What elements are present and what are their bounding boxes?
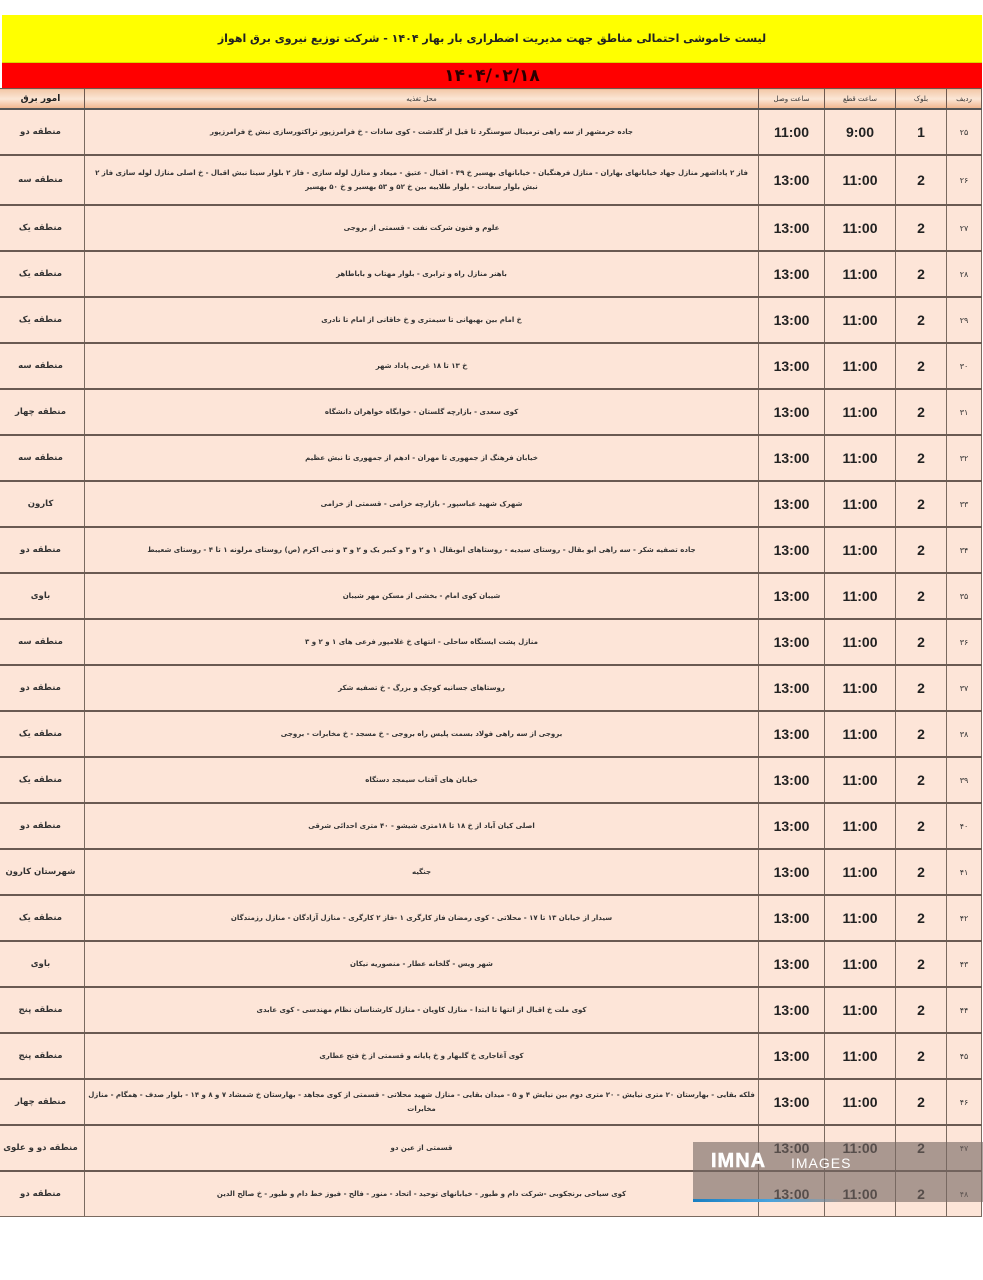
connect-time-cell: 13:00 [759, 803, 825, 849]
block-cell: 2 [896, 895, 947, 941]
connect-time-cell: 13:00 [759, 205, 825, 251]
connect-time-cell: 13:00 [759, 343, 825, 389]
cut-time-cell: 11:00 [825, 987, 896, 1033]
area-cell: منطقه یک [0, 297, 85, 343]
location-cell: جاده خرمشهر از سه راهی ترمینال سوسنگرد تا قبل از گلدشت - کوی سادات - خ فرامرزپور تراکتورسازی نبش خ فرامرزپور [85, 109, 759, 155]
cut-time-cell: 11:00 [825, 297, 896, 343]
location-cell: کوی آغاجاری خ گلبهار و خ پایانه و قسمتی از خ فتح عطاری [85, 1033, 759, 1079]
cut-time-cell: 11:00 [825, 205, 896, 251]
area-cell: منطقه سه [0, 343, 85, 389]
row-number-cell: ۳۷ [947, 665, 982, 711]
table-row [0, 849, 982, 895]
connect-time-cell: 13:00 [759, 711, 825, 757]
connect-time-cell: 13:00 [759, 1079, 825, 1125]
col-header-cut-time: ساعت قطع [825, 89, 896, 110]
title-bar [2, 15, 982, 63]
row-number-cell: ۳۴ [947, 527, 982, 573]
row-number-cell: ۳۹ [947, 757, 982, 803]
cut-time-cell: 11:00 [825, 941, 896, 987]
block-cell: 2 [896, 619, 947, 665]
area-cell: منطقه چهار [0, 1079, 85, 1125]
area-cell: منطقه پنج [0, 1033, 85, 1079]
block-cell: 2 [896, 849, 947, 895]
location-cell: شهرک شهید عباسپور - بازارچه خزامی - قسمتی از خزامی [85, 481, 759, 527]
connect-time-cell: 13:00 [759, 251, 825, 297]
watermark-underline [693, 1199, 843, 1202]
block-cell: 1 [896, 109, 947, 155]
row-number-cell: ۳۱ [947, 389, 982, 435]
location-cell: شهر ویس - گلخانه عطار - منصوریه نیکان [85, 941, 759, 987]
area-cell: منطقه سه [0, 435, 85, 481]
block-cell: 2 [896, 1033, 947, 1079]
table-row [0, 527, 982, 573]
area-cell: شهرستان کارون [0, 849, 85, 895]
row-number-cell: ۴۵ [947, 1033, 982, 1079]
table-row [0, 619, 982, 665]
block-cell: 2 [896, 205, 947, 251]
location-cell: خ امام بین بهبهانی تا سیمتری و خ خاقانی از امام تا نادری [85, 297, 759, 343]
table-row [0, 481, 982, 527]
area-cell: منطقه دو [0, 665, 85, 711]
location-cell: خ ۱۳ تا ۱۸ غربی پاداد شهر [85, 343, 759, 389]
col-header-connect-time: ساعت وصل [759, 89, 825, 110]
cut-time-cell: 11:00 [825, 1033, 896, 1079]
area-cell: منطقه یک [0, 757, 85, 803]
cut-time-cell: 11:00 [825, 251, 896, 297]
row-number-cell: ۳۰ [947, 343, 982, 389]
connect-time-cell: 13:00 [759, 941, 825, 987]
location-cell: جاده تصفیه شکر - سه راهی ابو بقال - روستای سیدیه - روستاهای ابوبقال ۱ و ۲ و ۳ و کبیر یک و ۲ و ۳ و نبی اکرم (ص) روستای مرلونه ۱ تا ۴ - روستای شعیبط [85, 527, 759, 573]
cut-time-cell: 11:00 [825, 1079, 896, 1125]
cut-time-cell: 11:00 [825, 527, 896, 573]
connect-time-cell: 13:00 [759, 527, 825, 573]
connect-time-cell: 11:00 [759, 109, 825, 155]
connect-time-cell: 13:00 [759, 665, 825, 711]
cut-time-cell: 11:00 [825, 573, 896, 619]
table-row [0, 343, 982, 389]
row-number-cell: ۴۴ [947, 987, 982, 1033]
row-number-cell: ۳۶ [947, 619, 982, 665]
table-header-row [0, 89, 982, 110]
location-cell: علوم و فنون شرکت نفت - قسمتی از بروجی [85, 205, 759, 251]
block-cell: 2 [896, 757, 947, 803]
block-cell: 2 [896, 665, 947, 711]
location-cell: منازل پشت ایستگاه ساحلی - انتهای خ غلامپور فرعی های ۱ و ۲ و ۳ [85, 619, 759, 665]
cut-time-cell: 11:00 [825, 155, 896, 205]
watermark-text: IMAGES [791, 1155, 852, 1171]
connect-time-cell: 13:00 [759, 757, 825, 803]
table-row [0, 155, 982, 205]
col-header-row: ردیف [947, 89, 982, 110]
table-row [0, 205, 982, 251]
connect-time-cell: 13:00 [759, 619, 825, 665]
location-cell: فلکه بقایی - بهارستان ۲۰ متری نیایش - ۲۰ متری دوم بین نیایش ۴ و ۵ - میدان بقایی - منازل شهید محلاتی - قسمتی از کوی مجاهد - بهارستان خ شمشاد ۷ و ۸ و ۱۴ - بلوار صدف - همگام - منازل مخابرات [85, 1079, 759, 1125]
connect-time-cell: 13:00 [759, 895, 825, 941]
area-cell: منطقه یک [0, 895, 85, 941]
area-cell: منطقه دو [0, 803, 85, 849]
connect-time-cell: 13:00 [759, 481, 825, 527]
row-number-cell: ۳۵ [947, 573, 982, 619]
location-cell: قسمتی از عین دو [85, 1125, 759, 1171]
location-cell: کوی سیاحی برنجکوبی -شرکت دام و طیور - خیابانهای توحید - اتحاد - منور - فالح - فیوز خط دام و طیور - خ صالح الدین [85, 1171, 759, 1217]
location-cell: فاز ۲ پاداشهر منازل جهاد خیابانهای بهاران - منازل فرهنگیان - خیابانهای بهسیر خ ۴۹ - اقبال - عتیق - میعاد و منازل لوله سازی - فاز ۲ بلوار سینا نبش اقبال - خ اصلی منازل لوله سازی فاز ۲ نبش بلوار سعادت - بلوار طلاییه بین خ ۵۲ و ۵۳ بهسیر و خ ۵۰ بهسیر [85, 155, 759, 205]
table-row [0, 573, 982, 619]
sheet-date: ۱۴۰۴/۰۲/۱۸ [444, 65, 540, 86]
block-cell: 2 [896, 251, 947, 297]
block-cell: 2 [896, 1079, 947, 1125]
area-cell: منطقه دو [0, 1171, 85, 1217]
cut-time-cell: 11:00 [825, 803, 896, 849]
row-number-cell: ۲۶ [947, 155, 982, 205]
connect-time-cell: 13:00 [759, 573, 825, 619]
date-bar [2, 63, 982, 88]
watermark [693, 1142, 983, 1202]
connect-time-cell: 13:00 [759, 987, 825, 1033]
watermark-logo: IMNA [711, 1150, 767, 1172]
location-cell: بروجی از سه راهی فولاد بسمت پلیس راه بروجی - خ مسجد - خ مخابرات - بروجی [85, 711, 759, 757]
connect-time-cell: 13:00 [759, 435, 825, 481]
table-row [0, 389, 982, 435]
cut-time-cell: 9:00 [825, 109, 896, 155]
location-cell: باهنر منازل راه و ترابری - بلوار مهتاب و باباطاهر [85, 251, 759, 297]
cut-time-cell: 11:00 [825, 619, 896, 665]
connect-time-cell: 13:00 [759, 849, 825, 895]
cut-time-cell: 11:00 [825, 849, 896, 895]
row-number-cell: ۳۳ [947, 481, 982, 527]
cut-time-cell: 11:00 [825, 481, 896, 527]
area-cell: منطقه چهار [0, 389, 85, 435]
area-cell: منطقه سه [0, 619, 85, 665]
block-cell: 2 [896, 941, 947, 987]
table-row [0, 711, 982, 757]
location-cell: خیابان فرهنگ از جمهوری تا مهران - ادهم از جمهوری تا نبش عظیم [85, 435, 759, 481]
table-row [0, 987, 982, 1033]
table-row [0, 941, 982, 987]
connect-time-cell: 13:00 [759, 155, 825, 205]
cut-time-cell: 11:00 [825, 711, 896, 757]
row-number-cell: ۳۲ [947, 435, 982, 481]
row-number-cell: ۴۱ [947, 849, 982, 895]
location-cell: کوی سعدی - بازارچه گلستان - خوابگاه خواهران دانشگاه [85, 389, 759, 435]
cut-time-cell: 11:00 [825, 757, 896, 803]
area-cell: منطقه دو [0, 527, 85, 573]
area-cell: منطقه سه [0, 155, 85, 205]
block-cell: 2 [896, 343, 947, 389]
location-cell: سیدار از خیابان ۱۳ تا ۱۷ - محلاتی - کوی رمضان فاز کارگری ۱ -فاز ۲ کارگری - منازل آزادگان - منازل رزمندگان [85, 895, 759, 941]
col-header-location: محل تغذیه [85, 89, 759, 110]
row-number-cell: ۴۶ [947, 1079, 982, 1125]
area-cell: کارون [0, 481, 85, 527]
block-cell: 2 [896, 481, 947, 527]
area-cell: منطقه یک [0, 205, 85, 251]
connect-time-cell: 13:00 [759, 389, 825, 435]
area-cell: منطقه یک [0, 711, 85, 757]
table-row [0, 803, 982, 849]
block-cell: 2 [896, 435, 947, 481]
block-cell: 2 [896, 803, 947, 849]
location-cell: روستاهای جسانیه کوچک و بزرگ - خ تصفیه شکر [85, 665, 759, 711]
block-cell: 2 [896, 527, 947, 573]
row-number-cell: ۴۲ [947, 895, 982, 941]
location-cell: شیبان کوی امام - بخشی از مسکن مهر شیبان [85, 573, 759, 619]
connect-time-cell: 13:00 [759, 1033, 825, 1079]
cut-time-cell: 11:00 [825, 343, 896, 389]
area-cell: منطقه پنج [0, 987, 85, 1033]
table-row [0, 1033, 982, 1079]
row-number-cell: ۲۷ [947, 205, 982, 251]
sheet-title: لیست خاموشی احتمالی مناطق جهت مدیریت اضطراری بار بهار ۱۴۰۴ - شرکت توزیع نیروی برق اهواز [217, 32, 767, 45]
block-cell: 2 [896, 155, 947, 205]
location-cell: اصلی کیان آباد از خ ۱۸ تا ۱۸متری شیشو - ۴۰ متری احدائی شرقی [85, 803, 759, 849]
table-row [0, 665, 982, 711]
table-row [0, 251, 982, 297]
row-number-cell: ۴۳ [947, 941, 982, 987]
table-row [0, 109, 982, 155]
area-cell: منطقه دو و علوی [0, 1125, 85, 1171]
area-cell: باوی [0, 573, 85, 619]
table-row [0, 895, 982, 941]
cut-time-cell: 11:00 [825, 895, 896, 941]
table-row [0, 435, 982, 481]
connect-time-cell: 13:00 [759, 297, 825, 343]
row-number-cell: ۴۰ [947, 803, 982, 849]
area-cell: منطقه یک [0, 251, 85, 297]
location-cell: جنگیه [85, 849, 759, 895]
cut-time-cell: 11:00 [825, 665, 896, 711]
area-cell: منطقه دو [0, 109, 85, 155]
outage-table [0, 88, 982, 1217]
location-cell: کوی ملت خ اقبال از انتها تا ابتدا - منازل کاویان - منازل کارشناسان نظام مهندسی - کوی عابدی [85, 987, 759, 1033]
row-number-cell: ۲۸ [947, 251, 982, 297]
block-cell: 2 [896, 389, 947, 435]
location-cell: خیابان های آفتاب سیمجد دستگاه [85, 757, 759, 803]
area-cell: باوی [0, 941, 85, 987]
block-cell: 2 [896, 297, 947, 343]
table-body [0, 109, 982, 1217]
block-cell: 2 [896, 987, 947, 1033]
table-row [0, 757, 982, 803]
cut-time-cell: 11:00 [825, 389, 896, 435]
block-cell: 2 [896, 573, 947, 619]
cut-time-cell: 11:00 [825, 435, 896, 481]
outage-sheet [2, 15, 982, 1217]
col-header-area: امور برق [0, 89, 85, 110]
row-number-cell: ۲۵ [947, 109, 982, 155]
table-row [0, 297, 982, 343]
col-header-block: بلوک [896, 89, 947, 110]
block-cell: 2 [896, 711, 947, 757]
row-number-cell: ۲۹ [947, 297, 982, 343]
row-number-cell: ۳۸ [947, 711, 982, 757]
table-row [0, 1079, 982, 1125]
